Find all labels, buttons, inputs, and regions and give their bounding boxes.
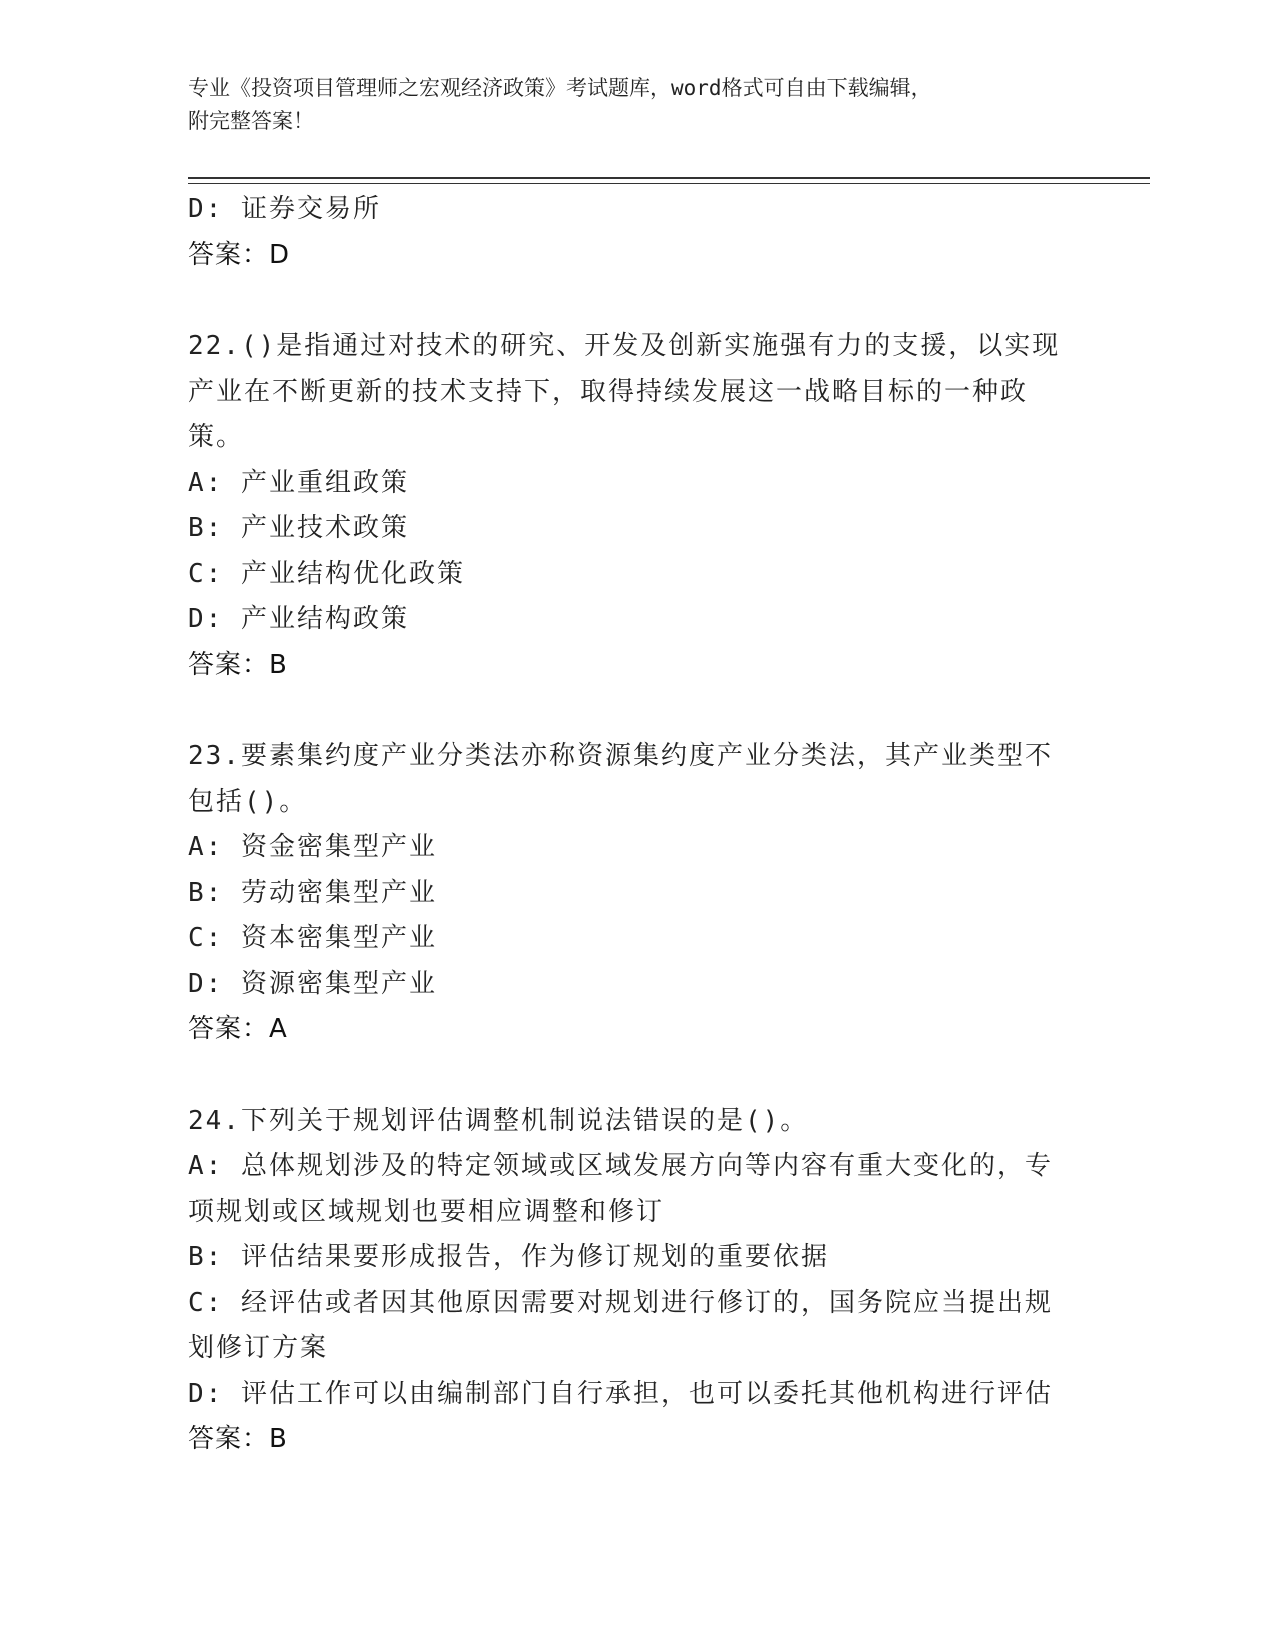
header-line-2: 附完整答案！ <box>188 109 314 133</box>
question-stem-line: 包括()。 <box>188 786 308 817</box>
answer-line: 答案：D <box>188 239 291 270</box>
option-c-continued: 划修订方案 <box>188 1333 329 1363</box>
question-stem-line: 策。 <box>188 422 245 452</box>
option-c: C: 经评估或者因其他原因需要对规划进行修订的，国务院应当提出规 <box>188 1287 1053 1318</box>
option-d: D: 产业结构政策 <box>188 604 409 634</box>
answer-line: 答案：A <box>188 1014 288 1044</box>
option-d: D: 证券交易所 <box>188 194 381 224</box>
question-24 <box>188 1099 1088 1463</box>
option-b: B: 劳动密集型产业 <box>188 877 437 908</box>
option-b: B: 评估结果要形成报告，作为修订规划的重要依据 <box>188 1242 829 1272</box>
option-a: A: 总体规划涉及的特定领域或区域发展方向等内容有重大变化的，专 <box>188 1151 1053 1181</box>
header-divider-thin <box>188 183 1150 184</box>
question-stem-line: 23.要素集约度产业分类法亦称资源集约度产业分类法，其产业类型不 <box>188 741 1053 771</box>
page-header <box>188 72 1088 138</box>
option-d: D: 评估工作可以由编制部门自行承担，也可以委托其他机构进行评估 <box>188 1378 1053 1409</box>
question-stem-line: 产业在不断更新的技术支持下，取得持续发展这一战略目标的一种政 <box>188 376 1029 407</box>
question-22 <box>188 324 1088 688</box>
option-c: C: 资本密集型产业 <box>188 923 437 953</box>
option-d: D: 资源密集型产业 <box>188 968 437 999</box>
option-c: C: 产业结构优化政策 <box>188 558 465 589</box>
question-block-prev <box>188 187 1088 278</box>
answer-line: 答案：B <box>188 1424 288 1454</box>
question-23 <box>188 734 1088 1053</box>
option-a: A: 资金密集型产业 <box>188 832 437 862</box>
header-line-1: 专业《投资项目管理师之宏观经济政策》考试题库，word格式可自由下载编辑， <box>188 76 932 100</box>
option-a: A: 产业重组政策 <box>188 467 409 498</box>
question-stem-line: 22.()是指通过对技术的研究、开发及创新实施强有力的支援，以实现 <box>188 331 1061 361</box>
question-stem-line: 24.下列关于规划评估调整机制说法错误的是()。 <box>188 1105 809 1136</box>
header-divider-thick <box>188 177 1150 179</box>
option-a-continued: 项规划或区域规划也要相应调整和修订 <box>188 1196 665 1227</box>
question-list <box>188 187 1088 1463</box>
option-b: B: 产业技术政策 <box>188 513 409 543</box>
answer-line: 答案：B <box>188 649 288 680</box>
